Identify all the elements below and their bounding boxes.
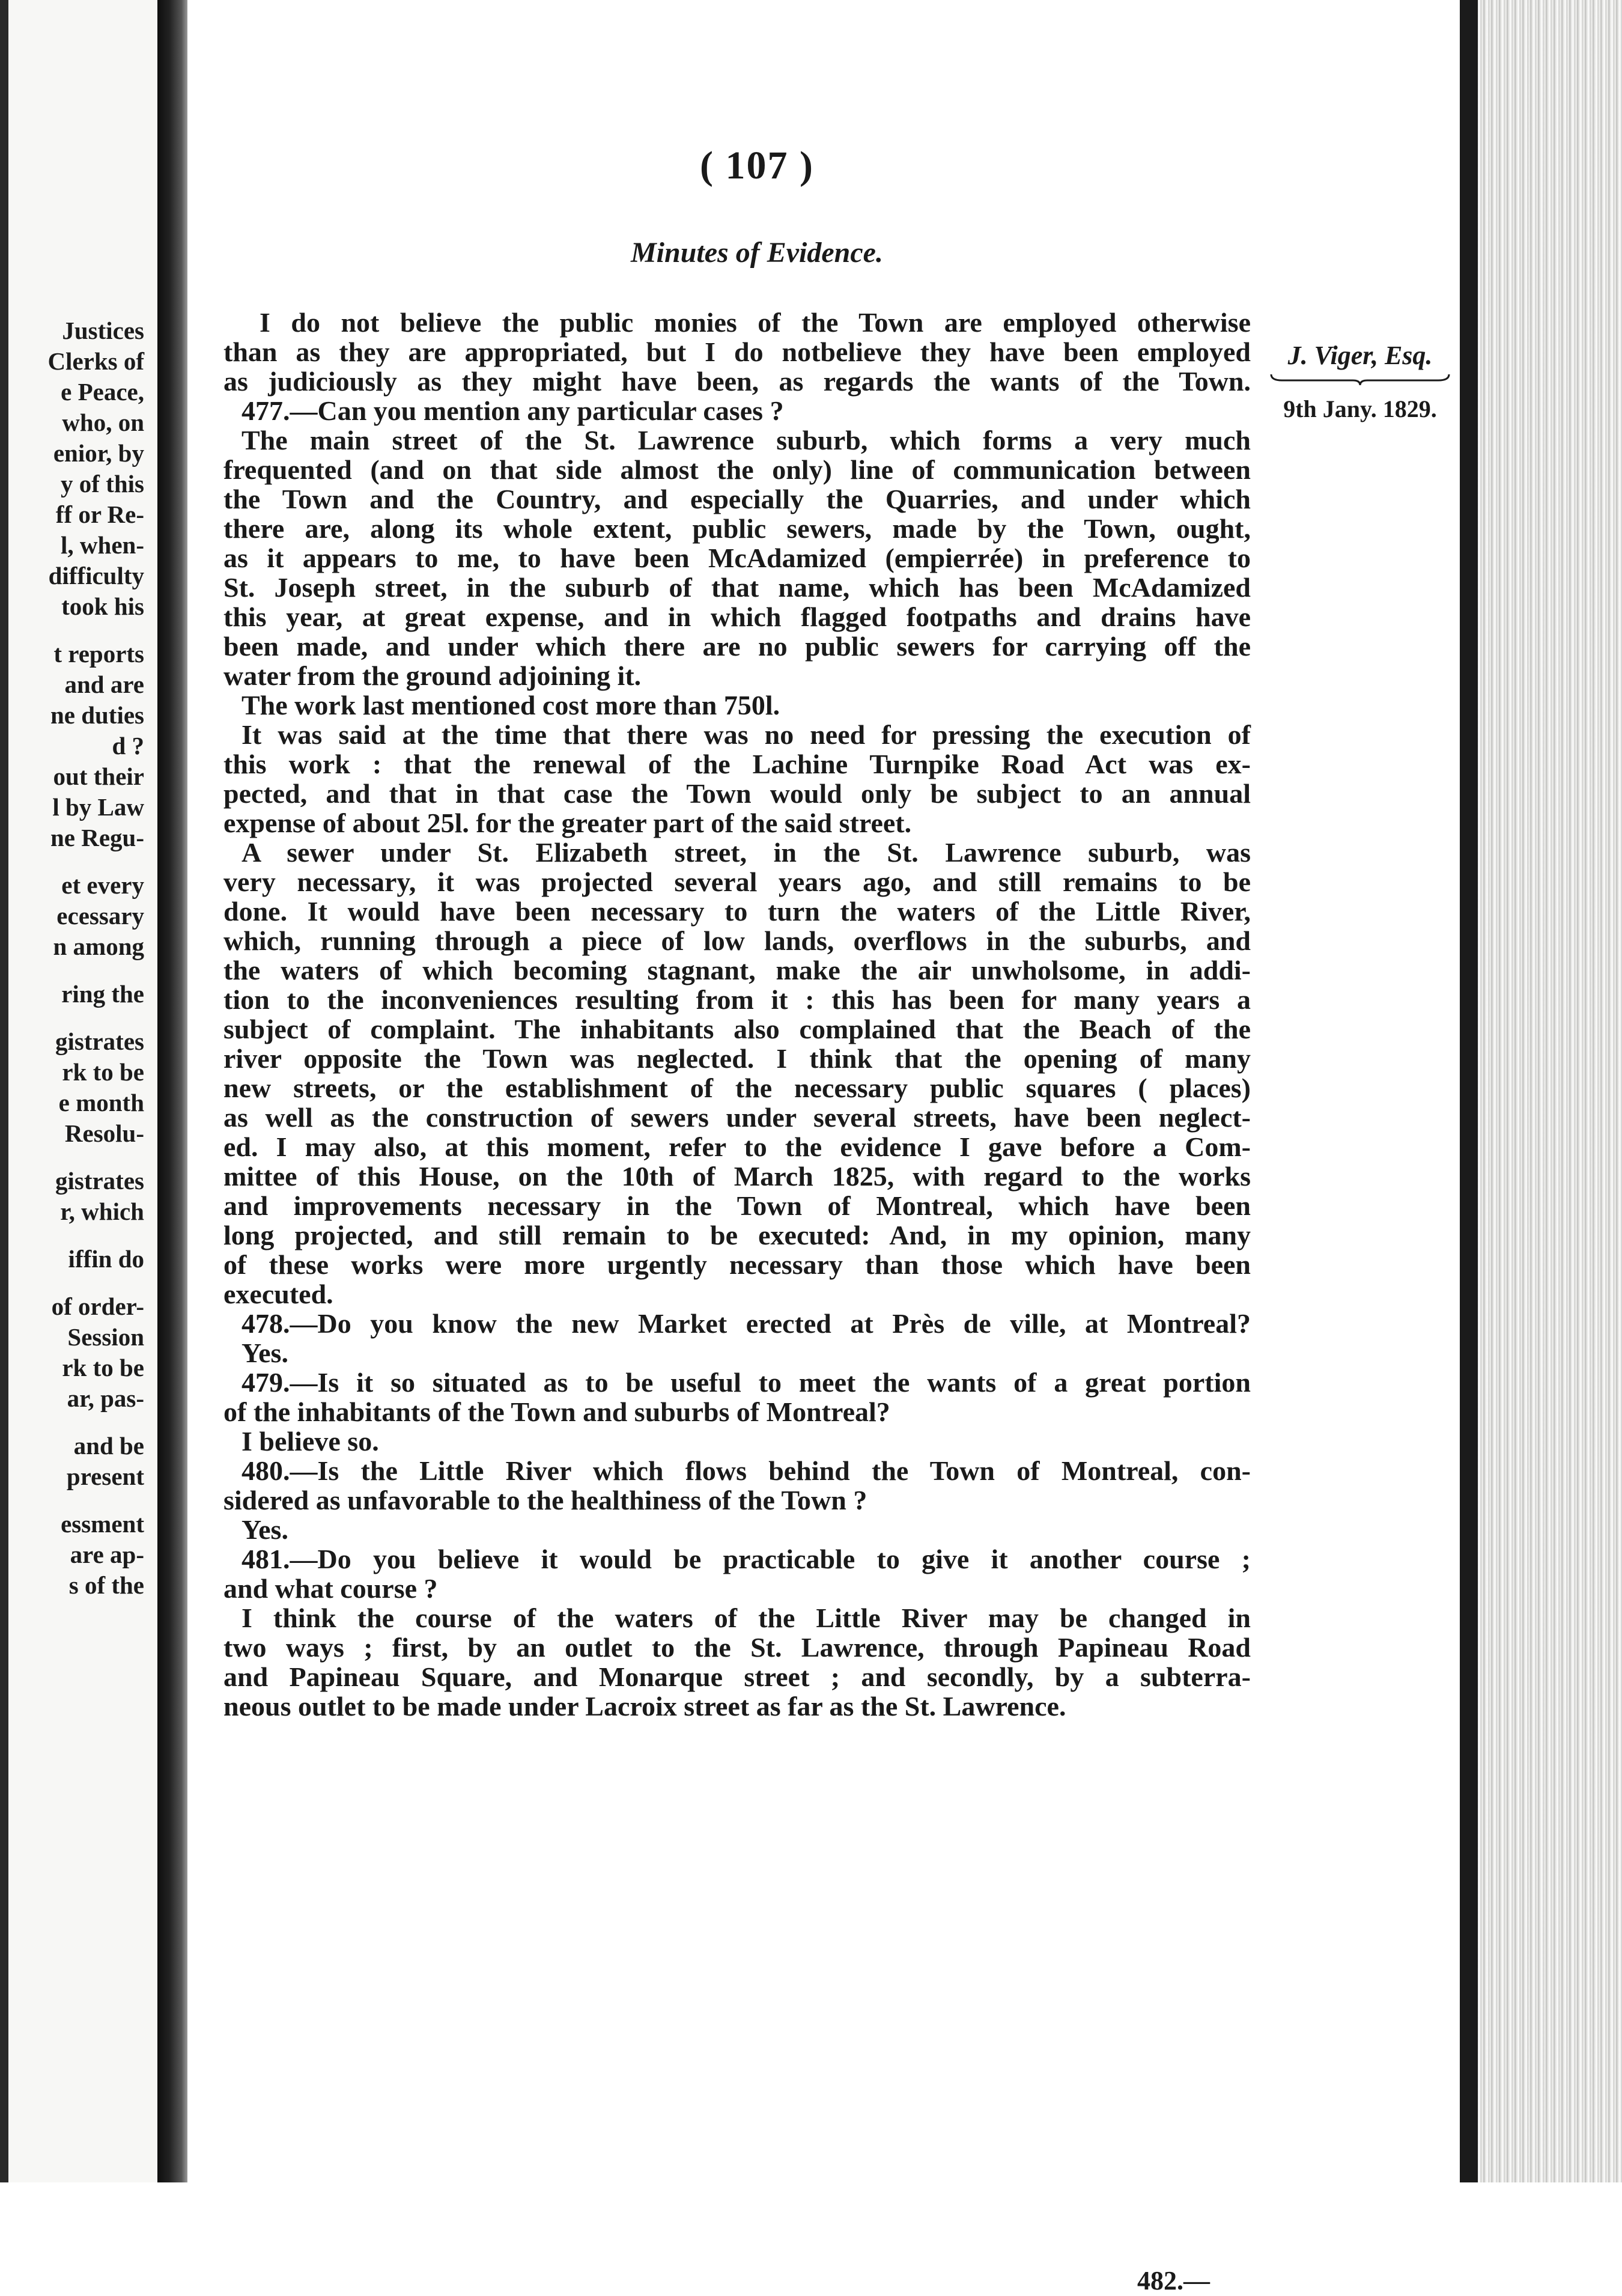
text-line: as it appears to me, to have been McAdamized (empierrée) in preference to: [223, 543, 1251, 573]
question-line: and what course ?: [223, 1573, 438, 1604]
facing-line: out their: [53, 763, 144, 790]
text-line: long projected, and still remain to be executed: And, in my opinion, many: [223, 1220, 1251, 1250]
text-line: The work last mentioned cost more than 750l.: [241, 690, 780, 720]
facing-line: rk to be: [62, 1354, 144, 1381]
evidence-text: [223, 308, 1251, 1721]
catchword-block: [1137, 2265, 1210, 2296]
answer-line: Yes.: [241, 1514, 288, 1545]
facing-line: took his: [61, 592, 144, 620]
facing-line: ring the: [61, 980, 144, 1008]
answer-line: and Papineau Square, and Monarque street ; and secondly, by a subterra-: [223, 1661, 1251, 1692]
facing-line: of order-: [51, 1293, 144, 1320]
question-line: 481.—Do you believe it would be practicable to give it another course ;: [241, 1544, 1251, 1574]
text-line: It was said at the time that there was no need for pressing the execution of: [241, 719, 1251, 750]
text-line: new streets, or the establishment of the necessary public squares ( places): [223, 1073, 1251, 1103]
question-line: sidered as unfavorable to the healthiness of the Town ?: [223, 1485, 867, 1515]
facing-line: ne Regu-: [50, 824, 144, 851]
text-line: The main street of the St. Lawrence suburb, which forms a very much: [241, 425, 1251, 455]
facing-line: Clerks of: [47, 347, 144, 375]
question-line: 478.—Do you know the new Market erected at Près de ville, at Montreal?: [241, 1308, 1251, 1339]
answer-line: I believe so.: [241, 1426, 379, 1457]
facing-line: ne duties: [50, 701, 144, 729]
page-edge-shadow: [0, 0, 8, 2182]
facing-line: and be: [73, 1432, 144, 1460]
facing-line: rk to be: [62, 1058, 144, 1086]
text-line: been made, and under which there are no public sewers for carrying off the: [223, 631, 1251, 662]
evidence-date: 9th Jany. 1829.: [1283, 395, 1437, 422]
page-stack-edge: [1478, 0, 1622, 2182]
marginal-note: [1265, 340, 1456, 423]
text-line: as judiciously as they might have been, as regards the wants of the Town.: [223, 366, 1251, 397]
facing-line: ecessary: [56, 902, 144, 930]
running-title: Minutes of Evidence.: [631, 237, 883, 269]
text-line: the waters of which becoming stagnant, make the air unwholsome, in addi-: [223, 955, 1251, 985]
text-line: of these works were more urgently necessary than those which have been: [223, 1249, 1251, 1280]
text-line: and improvements necessary in the Town of Montreal, which have been: [223, 1190, 1251, 1221]
facing-line: iffin do: [68, 1245, 144, 1273]
text-line: which, running through a piece of low lands, overflows in the suburbs, and: [223, 925, 1251, 956]
answer-line: I think the course of the waters of the Little River may be changed in: [241, 1603, 1251, 1633]
facing-line: enior, by: [53, 439, 144, 467]
text-line: water from the ground adjoining it.: [223, 660, 642, 691]
question-line: 479.—Is it so situated as to be useful to meet the wants of a great portion: [241, 1367, 1251, 1398]
facing-line: are ap-: [70, 1541, 144, 1568]
page-number: ( 107 ): [700, 144, 814, 187]
facing-line: et every: [61, 871, 144, 899]
witness-name: J. Viger, Esq.: [1287, 341, 1433, 370]
facing-line: Session: [67, 1323, 144, 1351]
text-line: pected, and that in that case the Town would only be subject to an annual: [223, 778, 1251, 809]
text-line: there are, along its whole extent, public sewers, made by the Town, ought,: [223, 513, 1251, 544]
facing-line: n among: [53, 933, 144, 960]
text-line: A sewer under St. Elizabeth street, in the St. Lawrence suburb, was: [241, 837, 1251, 868]
answer-line: two ways ; first, by an outlet to the St. Lawrence, through Papineau Road: [223, 1632, 1251, 1663]
text-line: very necessary, it was projected several years ago, and still remains to be: [223, 866, 1251, 897]
text-line: river opposite the Town was neglected. I think that the opening of many: [223, 1043, 1251, 1074]
facing-line: l by Law: [52, 793, 144, 821]
answer-line: Yes.: [241, 1338, 288, 1368]
facing-line: difficulty: [48, 562, 144, 589]
text-line: ed. I may also, at this moment, refer to the evidence I gave before a Com-: [223, 1131, 1251, 1162]
catchword: 482.—: [1137, 2266, 1210, 2295]
facing-line: gistrates: [55, 1028, 144, 1055]
question-line: of the inhabitants of the Town and suburbs of Montreal?: [223, 1396, 890, 1427]
facing-line: s of the: [68, 1571, 144, 1599]
facing-page-text: [47, 315, 144, 1601]
text-line: this work : that the renewal of the Lachine Turnpike Road Act was ex-: [223, 749, 1251, 779]
facing-line: d ?: [112, 732, 144, 760]
book-gutter: [157, 0, 187, 2182]
facing-line: ar, pas-: [67, 1384, 144, 1412]
facing-line: who, on: [62, 409, 144, 436]
text-line: this year, at great expense, and in which flagged footpaths and drains have: [223, 601, 1251, 632]
facing-line: Justices: [62, 317, 144, 344]
text-line: subject of complaint. The inhabitants also complained that the Beach of the: [223, 1014, 1251, 1044]
text-line: than as they are appropriated, but I do notbelieve they have been employed: [223, 336, 1251, 367]
text-line: mittee of this House, on the 10th of March 1825, with regard to the works: [223, 1161, 1251, 1192]
text-line: I do not believe the public monies of the Town are employed otherwise: [260, 307, 1251, 338]
facing-line: e Peace,: [61, 378, 144, 406]
text-line: done. It would have been necessary to turn the waters of the Little River,: [223, 896, 1251, 927]
page-edge-shadow: [1460, 0, 1478, 2182]
facing-line: essment: [61, 1510, 144, 1538]
facing-line: gistrates: [55, 1167, 144, 1195]
text-line: expense of about 25l. for the greater part of the said street.: [223, 808, 912, 838]
text-line: St. Joseph street, in the suburb of that name, which has been McAdamized: [223, 572, 1251, 603]
answer-line: neous outlet to be made under Lacroix street as far as the St. Lawrence.: [223, 1691, 1066, 1722]
facing-page: [0, 0, 157, 2182]
facing-line: r, which: [60, 1198, 144, 1225]
text-line: as well as the construction of sewers under several streets, have been neglect-: [223, 1102, 1251, 1133]
text-line: frequented (and on that side almost the only) line of communication between: [223, 454, 1251, 485]
text-line: the Town and the Country, and especially the Quarries, and under which: [223, 484, 1251, 514]
question-line: 477.—Can you mention any particular cases ?: [241, 395, 784, 426]
facing-line: l, when-: [61, 531, 144, 559]
text-line: tion to the inconveniences resulting from it : this has been for many years a: [223, 984, 1251, 1015]
facing-line: ff or Re-: [55, 501, 144, 528]
facing-line: and are: [64, 671, 144, 698]
facing-line: t reports: [53, 640, 144, 668]
facing-line: y of this: [61, 470, 144, 498]
facing-line: Resolu-: [64, 1119, 144, 1147]
facing-line: present: [66, 1463, 144, 1490]
facing-line: e month: [58, 1089, 144, 1116]
text-line: executed.: [223, 1279, 333, 1309]
question-line: 480.—Is the Little River which flows behind the Town of Montreal, con-: [241, 1455, 1251, 1486]
brace-icon: [1270, 373, 1450, 386]
